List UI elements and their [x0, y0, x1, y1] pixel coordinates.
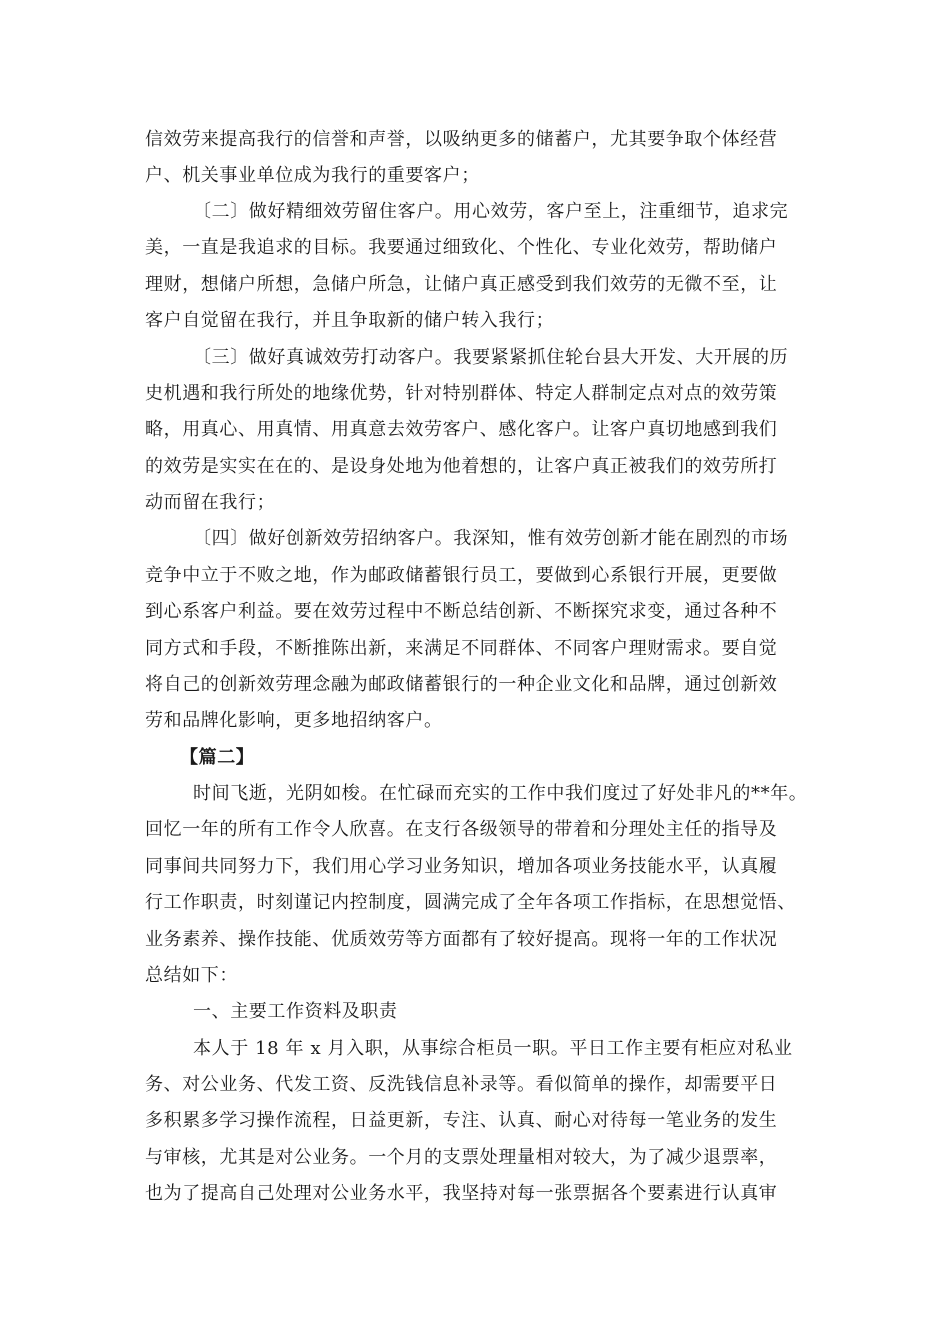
text-line-7: 〔三〕做好真诚效劳打动客户。我要紧紧抓住轮台县大开发、大开展的历	[193, 347, 789, 368]
text-line-13: 竞争中立于不败之地，作为邮政储蓄银行员工，要做到心系银行开展，更要做	[145, 565, 778, 586]
text-line-16: 将自己的创新效劳理念融为邮政储蓄银行的一种企业文化和品牌，通过创新效	[145, 674, 778, 695]
text-line-10: 的效劳是实实在在的、是设身处地为他着想的，让客户真正被我们的效劳所打	[145, 456, 778, 477]
text-line-17: 劳和品牌化影响，更多地招纳客户。	[145, 710, 443, 731]
text-line-3: 〔二〕做好精细效劳留住客户。用心效劳，客户至上，注重细节，追求完	[193, 201, 789, 222]
text-line-1: 信效劳来提高我行的信誉和声誉，以吸纳更多的储蓄户，尤其要争取个体经营	[145, 129, 778, 150]
text-line-22: 行工作职责，时刻谨记内控制度，圆满完成了全年各项工作指标，在思想觉悟、	[145, 892, 796, 913]
text-line-23: 业务素养、操作技能、优质效劳等方面都有了较好提高。现将一年的工作状况	[145, 929, 778, 950]
text-line-12: 〔四〕做好创新效劳招纳客户。我深知，惟有效劳创新才能在剧烈的市场	[193, 528, 789, 549]
text-line-26: 本人于 18 年 x 月入职，从事综合柜员一职。平日工作主要有柜应对私业	[193, 1038, 793, 1059]
text-line-2: 户、机关事业单位成为我行的重要客户；	[145, 165, 480, 186]
subsection-heading: 一、主要工作资料及职责	[193, 1001, 398, 1022]
section-heading: 【篇二】	[180, 747, 255, 768]
text-line-15: 同方式和手段，不断推陈出新，来满足不同群体、不同客户理财需求。要自觉	[145, 638, 778, 659]
text-line-11: 动而留在我行；	[145, 492, 276, 513]
text-line-28: 多积累多学习操作流程，日益更新，专注、认真、耐心对待每一笔业务的发生	[145, 1110, 778, 1131]
text-line-19: 时间飞逝，光阴如梭。在忙碌而充实的工作中我们度过了好处非凡的**年。	[193, 783, 808, 804]
text-line-5: 理财，想储户所想，急储户所急，让储户真正感受到我们效劳的无微不至，让	[145, 274, 778, 295]
text-line-24: 总结如下：	[145, 965, 238, 986]
text-line-29: 与审核，尤其是对公业务。一个月的支票处理量相对较大，为了减少退票率，	[145, 1147, 778, 1168]
text-line-30: 也为了提高自己处理对公业务水平，我坚持对每一张票据各个要素进行认真审	[145, 1183, 778, 1204]
text-line-9: 略，用真心、用真情、用真意去效劳客户、感化客户。让客户真切地感到我们	[145, 419, 778, 440]
text-line-6: 客户自觉留在我行，并且争取新的储户转入我行；	[145, 310, 555, 331]
text-line-21: 同事间共同努力下，我们用心学习业务知识，增加各项业务技能水平，认真履	[145, 856, 778, 877]
text-line-14: 到心系客户利益。要在效劳过程中不断总结创新、不断探究求变，通过各种不	[145, 601, 778, 622]
text-line-8: 史机遇和我行所处的地缘优势，针对特别群体、特定人群制定点对点的效劳策	[145, 383, 778, 404]
text-line-4: 美，一直是我追求的目标。我要通过细致化、个性化、专业化效劳，帮助储户	[145, 237, 778, 258]
text-line-27: 务、对公业务、代发工资、反洗钱信息补录等。看似简单的操作，却需要平日	[145, 1074, 778, 1095]
text-line-20: 回忆一年的所有工作令人欣喜。在支行各级领导的带着和分理处主任的指导及	[145, 819, 778, 840]
